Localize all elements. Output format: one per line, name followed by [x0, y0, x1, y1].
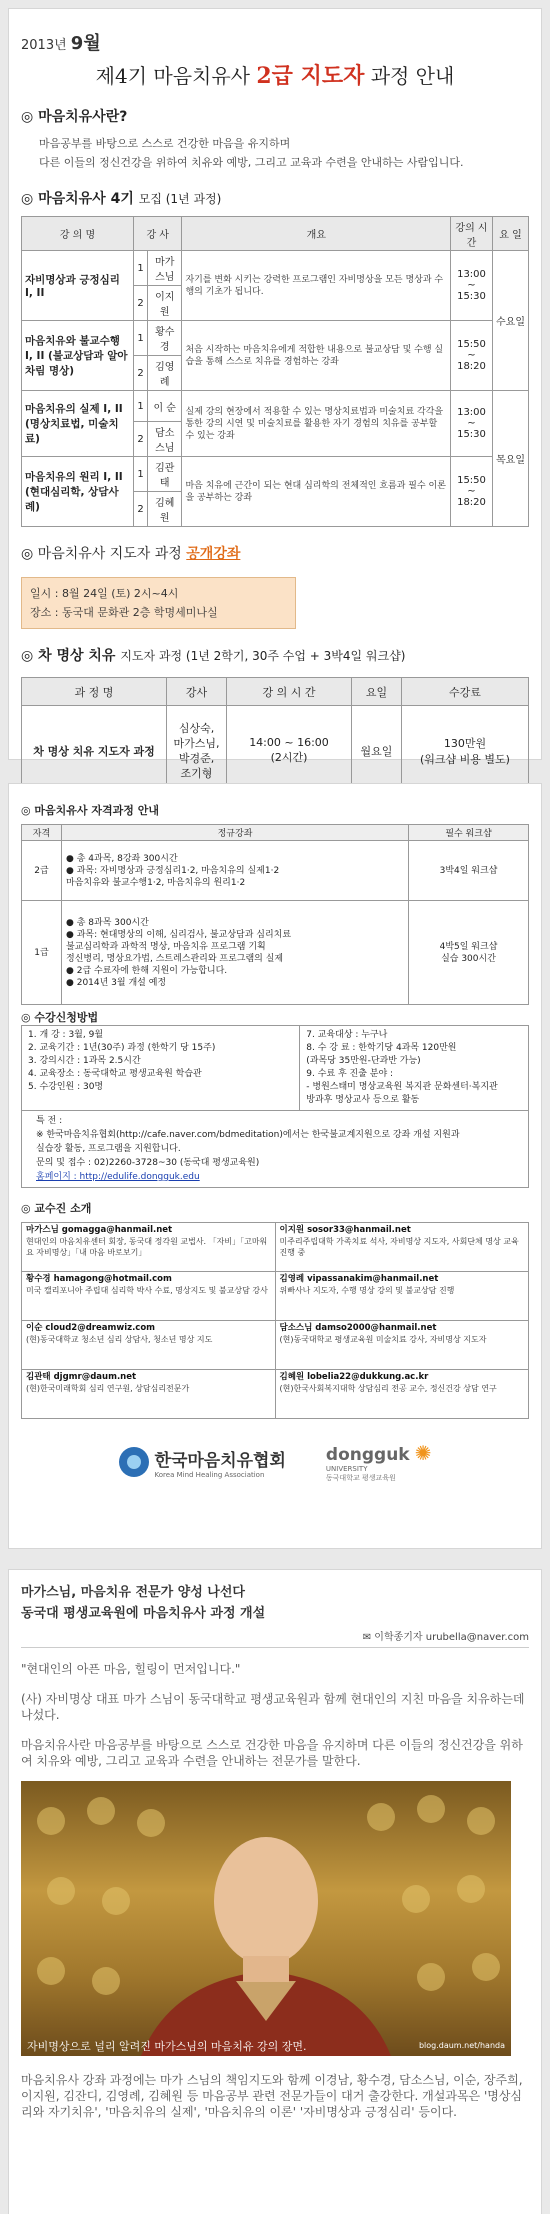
faculty-card: 김혜원 lobelia22@dukkung.ac.kr (현)한국사회복지대학 상담심리 전공 교수, 정신건강 상담 연구	[276, 1370, 530, 1419]
section-open-lecture: ◎ 마음치유사 지도자 과정 공개강좌	[21, 546, 241, 562]
flyer-page-2	[8, 783, 542, 1549]
section-tea-meditation: ◎ 차 명상 치유 지도자 과정 (1년 2학기, 30주 수업 + 3박4일 워크샵)	[21, 648, 406, 664]
faculty-card: 담소스님 damso2000@hanmail.net (현)동국대학교 평생교육원 미술치료 강사, 자비명상 지도자	[276, 1321, 530, 1370]
article-photo	[21, 1781, 511, 2056]
section-recruit: ◎ 마음치유사 4기 모집 (1년 과정)	[21, 191, 222, 207]
news-article	[8, 1569, 542, 2214]
article-paragraph: 마음치유사란 마음공부를 바탕으로 스스로 건강한 마음을 유지하며 다른 이들의 정신건강을 위하여 치유와 예방, 그리고 교육과 수련을 안내하는 전문가를 말한다.	[21, 1738, 523, 1768]
faculty-section-title: ◎ 교수진 소개	[21, 1202, 92, 1215]
cert-table: 자격 정규강좌 필수 워크샵 2급 ● 총 4과목, 8강좌 300시간 ● 과목: 자비명상과 긍정심리1·2, 마음치유의 실제1·2 마음치유와 불교수행1·2, 마음치유의 원리1·2 3박4일 워크샵 1급 ● 총 8과목 300시간 ● 과목: 현대명상의 이해, 심리검사, 불교상담과 심리치료 불교심리학과 과학적 명상, 마음치유 프로그램 기획 정신병리, 명상요가법, 스트레스관리와 프로그램의 실제 ● 2급 수료자에 한해 지원이 가능합니다. ● 2014년 3월 개설 예정 4박5일 워크샵 실습 300시간	[21, 824, 529, 1005]
tea-course-table: 과 정 명 강사 강 의 시 간 요일 수강료 차 명상 치유 지도자 과정 심상숙, 마가스님, 박경준, 조기형 14:00 ~ 16:00 (2시간) 월요일 130만원 (워크샵 비용 별도)	[21, 677, 529, 796]
apply-section-title: ◎ 수강신청방법	[21, 1011, 99, 1024]
article-paragraph: 마음치유사 강좌 과정에는 마가 스님의 책임지도와 함께 이경남, 황수경, 담소스님, 이순, 장주희, 이지원, 김잔디, 김영례, 김혜원 등 마음공부 관련 전문가들이 대거 출강한다. 개설과목은 '명상심리와 자기치유', '마음치유의 실제', '마음치유의 이론' '자비명상과 긍정심리' 등이다.	[21, 2073, 523, 2119]
flyer-title: 제4기 마음치유사 2급 지도자 과정 안내	[95, 63, 455, 89]
faculty-card: 김영례 vipassanakim@hanmail.net 위빠사나 지도자, 수행 명상 강의 및 불교상담 진행	[276, 1272, 530, 1321]
homepage-link[interactable]: 홈페이지 : http://edulife.dongguk.edu	[36, 1172, 200, 1182]
faculty-card: 이순 cloud2@dreamwiz.com (현)동국대학교 청소년 심리 상담사, 청소년 명상 지도	[22, 1321, 276, 1370]
course-table: 강 의 명 강 사 개요 강의 시간 요 일 자비명상과 긍정심리 I, II 1 마가스님 자기를 변화 시키는 강력한 프로그램인 자비명상을 모든 명상과 수행의 기초가 됩니다. 13:00 ~ 15:30 수요일 2 이지원 마음치유와 불교수행 I, II (불교상담과 알아차림 명상) 1 황수경 처음 시작하는 마음치유에게 적합한 내용으로 불교상담 및 수행 실습을 통해 스스로 치유를 경험하는 강좌 15:50 ~ 18:20 2 김영례 마음치유의 실제 I, II (명상치료법, 미술치료) 1 이 순 실제 강의 현장에서 적용할 수 있는 명상치료법과 미술치료 각각을 통한 강의 시연 및 미술치료를 활용한 자기 경험의 치유를 공부할 수 있는 강좌 13:00 ~ 15:30 목요일 2 담소스님 마음치유의 원리 I, II (현대심리학, 상담사례) 1 김관태 마음 치유에 근간이 되는 현대 심리학의 전체적인 흐름과 필수 이론을 공부하는 강좌 15:50 ~ 18:20 2 김혜원	[21, 216, 529, 527]
cert-section-title: ◎ 마음치유사 자격과정 안내	[21, 804, 159, 817]
dongguk-logo: dongguk ✺ UNIVERSITY 동국대학교 평생교육원	[325, 1441, 432, 1482]
monk-photo-illustration	[21, 1781, 511, 2056]
open-lecture-notice: 일시 : 8월 24일 (토) 2시~4시 장소 : 동국대 문화관 2층 학명세미나실	[21, 577, 296, 629]
faculty-card: 김관태 djgmr@daum.net (현)한국미래학회 심리 연구원, 상담심리전문가	[22, 1370, 276, 1419]
mail-icon: ✉	[362, 1632, 372, 1643]
benefit-info: 특 전 : ※ 한국마음치유협회(http://cafe.naver.com/bdmeditation)에서는 한국불교계지원으로 강좌 개설 지원과 실습장 활동, 프로그램을 지원합니다. 문의 및 접수 : 02)2260-3728~30 (동국대 평생교육원) 홈페이지 : http://edulife.dongguk.edu	[21, 1111, 529, 1188]
logo-row	[21, 1441, 529, 1483]
article-paragraph: (사) 자비명상 대표 마가 스님이 동국대학교 평생교육원과 함께 현대인의 지친 마음을 치유하는데 나섰다.	[21, 1692, 525, 1722]
photo-watermark: blog.daum.net/handa	[418, 2041, 505, 2050]
flyer-date: 2013년 9월	[21, 33, 101, 54]
intro-text: 마음공부를 바탕으로 스스로 건강한 마음을 유지하며 다른 이들의 정신건강을 위하여 치유와 예방, 그리고 교육과 수련을 안내하는 사람입니다.	[39, 137, 464, 169]
faculty-card: 이지원 sosor33@hanmail.net 미주리주립대학 가족치료 석사, 자비명상 지도자, 사회단체 명상 교육 진행 중	[276, 1223, 530, 1272]
faculty-grid	[21, 1222, 529, 1419]
flyer-page-1	[8, 8, 542, 780]
reporter-line: ✉ 이학종기자 urubella@naver.com	[21, 1628, 529, 1648]
article-headline: 마가스님, 마음치유 전문가 양성 나선다 동국대 평생교육원에 마음치유사 과정 개설	[21, 1585, 266, 1621]
sun-icon: ✺	[414, 1441, 432, 1465]
section-what-is: ◎ 마음치유사란?	[21, 109, 128, 125]
kmha-logo: 한국마음치유협회 Korea Mind Healing Association	[119, 1446, 286, 1479]
article-lead: "현대인의 아픈 마음, 힐링이 먼저입니다."	[21, 1662, 241, 1676]
photo-caption: 자비명상으로 널리 알려진 마가스님의 마음치유 강의 장면.	[27, 2040, 307, 2053]
faculty-card: 황수경 hamagong@hotmail.com 미국 캘리포니아 주립대 심리학 박사 수료, 명상지도 및 불교상담 강사	[22, 1272, 276, 1321]
apply-info: 1. 개 강 : 3월, 9월 2. 교육기간 : 1년(30주) 과정 (한학기 당 15주) 3. 강의시간 : 1과목 2.5시간 4. 교육장소 : 동국대학교 평생교육원 학습관 5. 수강인원 : 30명 7. 교육대상 : 누구나 8. 수 강 료 : 한학기당 4과목 120만원 (과목당 35만원-단과반 가능) 9. 수료 후 진출 분야 : - 병원스태미 명상교육원 복지관 문화센터·복지관 방과후 명상교사 등으로 활동	[21, 1025, 529, 1111]
kmha-mark-icon	[119, 1447, 149, 1477]
faculty-card: 마가스님 gomagga@hanmail.net 현대인의 마음치유센터 회장, 동국대 정각원 교법사. 「자비」「고마워요 자비명상」「내 마음 바로보기」	[22, 1223, 276, 1272]
